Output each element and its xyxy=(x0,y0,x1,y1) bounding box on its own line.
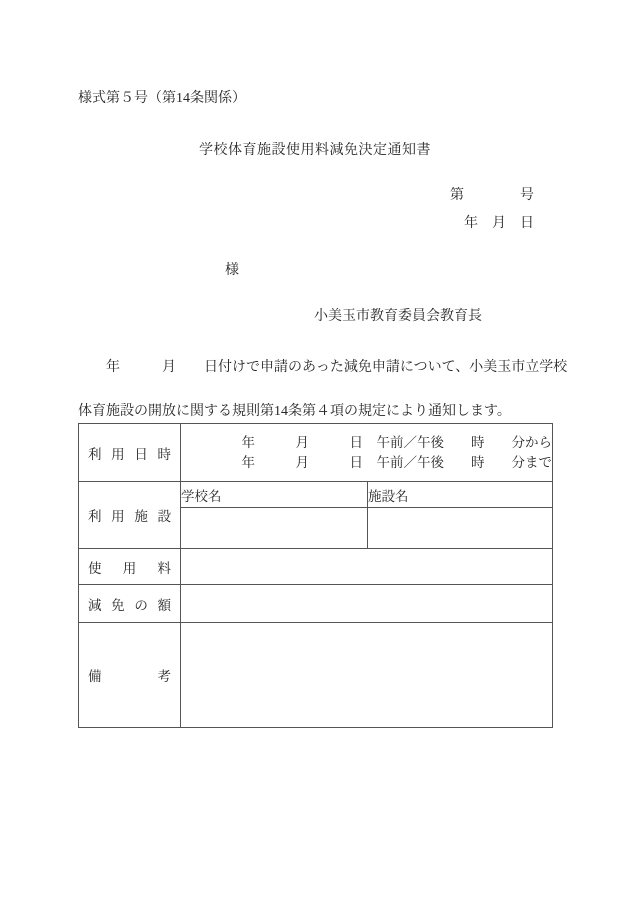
document-number-line: 第 号 xyxy=(450,188,534,203)
school-name-header-cell: 学校名 xyxy=(181,482,368,508)
table-row-datetime xyxy=(79,424,553,482)
table-row-facility-headers xyxy=(79,482,553,508)
fee-label: 使用料 xyxy=(88,560,171,576)
reduction-blank-cell xyxy=(181,585,553,623)
table-row-reduction xyxy=(79,585,553,623)
datetime-label: 利用日時 xyxy=(88,446,171,462)
facility-label: 利用施設 xyxy=(88,509,171,524)
date-line: 年 月 日 xyxy=(464,216,534,231)
reduction-label-cell xyxy=(79,585,181,623)
sender-title: 小美玉市教育委員会教育長 xyxy=(314,309,482,324)
notification-table xyxy=(78,423,553,728)
reduction-label: 減免の額 xyxy=(88,597,171,613)
datetime-value-cell xyxy=(181,424,553,482)
remarks-blank-cell xyxy=(181,623,553,728)
facility-name-blank-cell xyxy=(368,508,553,549)
facility-name-header-cell: 施設名 xyxy=(368,482,553,508)
school-name-blank-cell xyxy=(181,508,368,549)
table-row-fee xyxy=(79,549,553,585)
table-row-remarks xyxy=(79,623,553,728)
document-title: 学校体育施設使用料減免決定通知書 xyxy=(199,143,431,158)
remarks-label: 備考 xyxy=(88,669,171,684)
remarks-label-cell xyxy=(79,623,181,728)
datetime-from-line: 年 月 日 午前／午後 時 分から xyxy=(241,434,552,450)
datetime-label-cell xyxy=(79,424,181,482)
body-paragraph xyxy=(78,357,578,423)
facility-label-cell xyxy=(79,482,181,549)
fee-label-cell xyxy=(79,549,181,585)
datetime-to-line: 年 月 日 午前／午後 時 分まで xyxy=(241,454,552,470)
fee-blank-cell xyxy=(181,549,553,585)
recipient-honorific: 様 xyxy=(225,263,239,278)
form-number: 様式第５号（第14条関係） xyxy=(78,91,246,106)
body-line-2: 体育施設の開放に関する規則第14条第４項の規定により通知します。 xyxy=(78,404,511,419)
body-line-1: 年 月 日付けで申請のあった減免申請について、小美玉市立学校 xyxy=(78,360,568,375)
